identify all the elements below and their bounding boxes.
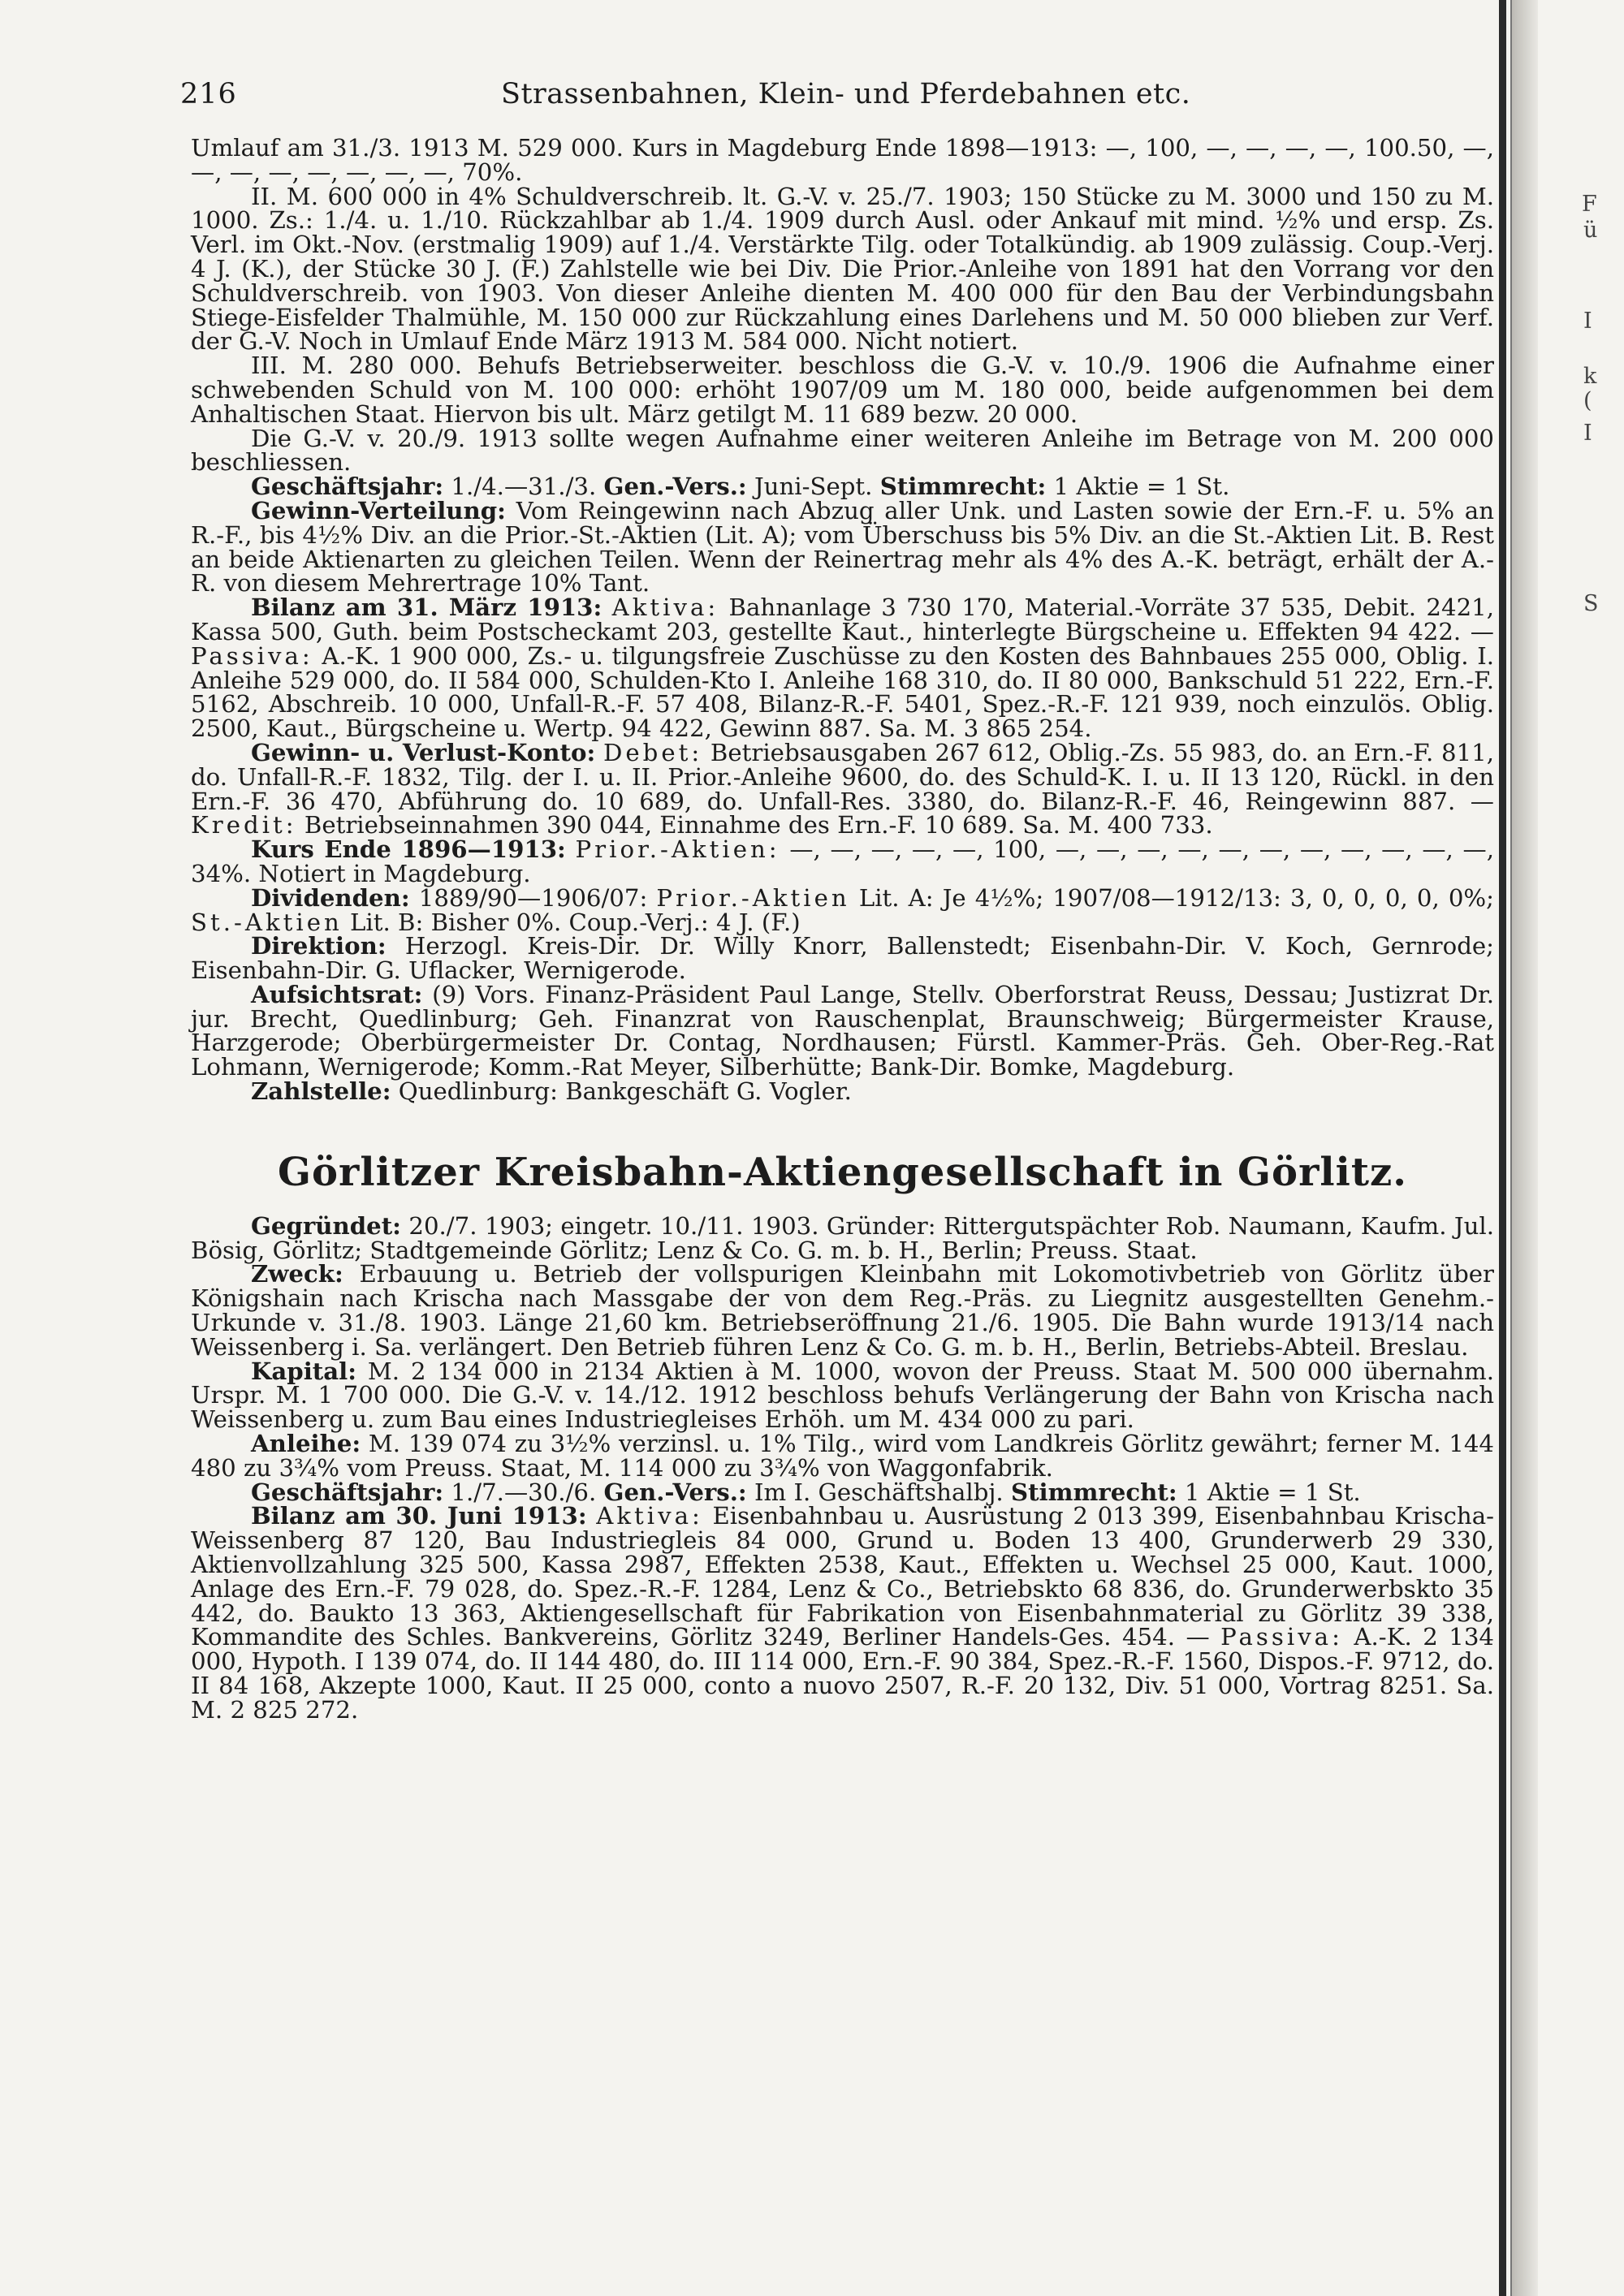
gewinn-verteilung-text: Vom Reingewinn nach Abzug aller Unk. und Lasten sowie der Ern.-F. u. 5% an R.-F., bis 4½% Div. an die Prior.-St.-Aktien (Lit. A); vom Überschuss bis 5% Div. an die St.-Aktien Lit. B. Rest an beide Aktienarten zu gleichen Teilen. Wenn der Reinertrag mehr als 4% des A.-K. beträgt, erhält der A.-R. von diesem Mehrertrage 10% Tant. [191,496,1494,598]
company-heading: Görlitzer Kreisbahn-Aktiengesellschaft in Görlitz. [278,1149,1407,1195]
adjacent-page-letter: k [1583,364,1597,389]
adjacent-page-letter: ( [1583,388,1592,413]
bilanz-label: Bilanz am 31. März 1913: [251,593,603,622]
dividenden-text-a: 1889/90—1906/07: [409,883,657,912]
gegruendet-label: Gegründet: [251,1211,401,1240]
bilanz-paragraph [191,593,1494,743]
adjacent-page-letter: F [1582,192,1597,217]
zweck-paragraph [191,1262,1494,1359]
stimmrecht-label: Stimmrecht: [879,473,1047,501]
passiva-label: Passiva: [191,641,313,670]
stimmrecht-value: 1 Aktie = 1 St. [1177,1478,1361,1506]
kapital-label: Kapital: [251,1357,357,1385]
zahlstelle-text: Quedlinburg: Bankgeschäft G. Vogler. [391,1077,852,1106]
st-aktien-label: St.-Aktien [191,908,343,936]
running-title: Strassenbahnen, Klein- und Pferdebahnen etc. [501,78,1191,110]
stimmrecht-label: Stimmrecht: [1010,1478,1177,1506]
dividenden-text-b: Lit. A: Je 4½%; 1907/08—1912/13: 3, 0, 0, 0, 0, 0%; [849,883,1494,912]
geschaeftsjahr-label: Geschäftsjahr: [251,1478,444,1506]
kredit-label: Kredit: [191,811,297,839]
adjacent-page-letter: S [1583,591,1599,616]
genvers-value: Im I. Geschäftshalbj. [746,1478,1011,1506]
anleihe-paragraph [191,1432,1494,1481]
stimmrecht-value: 1 Aktie = 1 St. [1046,473,1230,501]
genvers-label: Gen.-Vers.: [603,1478,747,1506]
geschaeftsjahr-value: 1./7.—30./6. [443,1478,604,1506]
geschaeftsjahr-paragraph [191,475,1494,499]
adjacent-page-letter: I [1583,309,1592,334]
kapital-paragraph [191,1357,1494,1434]
adjacent-page-edge [1512,0,1538,2296]
page-number: 216 [180,78,237,110]
bilanz-label: Bilanz am 30. Juni 1913: [251,1502,587,1530]
bilanz-aktiva-text: Bahnanlage 3 730 170, Material.-Vorräte 37 535, Debit. 2421, Kassa 500, Guth. beim Postscheckamt 203, gestellte Kaut., hinterlegte Bürgscheine u. Effekten 94 422. — [191,593,1494,645]
zahlstelle-label: Zahlstelle: [251,1077,391,1106]
kurs-paragraph [191,835,1494,887]
page-body [191,136,1494,1723]
aktiva-label: Aktiva: [596,1502,703,1530]
geschaeftsjahr-label: Geschäftsjahr: [251,473,444,501]
adjacent-page-letter: ü [1583,218,1598,243]
geschaeftsjahr-value: 1./4.—31./3. [443,473,604,501]
genvers-value: Juni-Sept. [746,473,880,501]
aufsichtsrat-text: (9) Vors. Finanz-Präsident Paul Lange, Stellv. Oberforstrat Reuss, Dessau; Justizrat Dr. jur. Brecht, Quedlinburg; Geh. Finanzrat von Rauschenplat, Braunschweig; Bürgermeister Krause, Harzgerode; Oberbürgermeister Dr. Contag, Nordhausen; Fürstl. Kammer-Präs. Geh. Ober-Reg.-Rat Lohmann, Wernigerode; Komm.-Rat Meyer, Silberhütte; Bank-Dir. Bomke, Magdeburg. [191,980,1494,1081]
genvers-label: Gen.-Vers.: [603,473,747,501]
zweck-label: Zweck: [251,1260,343,1288]
gv-paragraph: Die G.-V. v. 20./9. 1913 sollte wegen Aufnahme einer weiteren Anleihe im Betrage von M. 200 000 beschliessen. [191,424,1494,477]
dividenden-text-c: Lit. B: Bisher 0%. Coup.-Verj.: 4 J. (F.) [342,908,801,936]
aufsichtsrat-label: Aufsichtsrat: [251,980,423,1008]
geschaeftsjahr-paragraph-2 [191,1478,1494,1506]
bilanz-paragraph-2 [191,1504,1494,1722]
gewinn-verteilung-paragraph [191,496,1494,598]
aufsichtsrat-paragraph [191,980,1494,1081]
umlauf-paragraph: Umlauf am 31./3. 1913 M. 529 000. Kurs in Magdeburg Ende 1898—1913: —, 100, —, —, —, —, 100.50, —, —, —, —, —, —, —, —, 70%. [191,134,1494,186]
debet-label: Debet: [603,738,703,766]
bilanz-aktiva-text: Eisenbahnbau u. Ausrüstung 2 013 399, Eisenbahnbau Krischa-Weissenberg 87 120, Bau Industriegleis 84 000, Grund u. Boden 13 400, Grunderwerb 29 330, Aktienvollzahlung 325 500, Kassa 2987, Effekten 2538, Kaut., Effekten u. Wechsel 25 000, Kaut. 1000, Anlage des Ern.-F. 79 028, do. Spez.-R.-F. 1284, Lenz & Co., Betriebskto 68 836, do. Grunderwerbskto 35 442, do. Baukto 13 363, Aktiengesellschaft für Fabrikation von Eisenbahnmaterial zu Görlitz 39 338, Kommandite des Schles. Bankvereins, Görlitz 3249, Berliner Handels-Ges. 454. — [191,1502,1494,1651]
passiva-label: Passiva: [1220,1623,1343,1651]
gewinn-verteilung-label: Gewinn-Verteilung: [251,496,506,524]
adjacent-page-letter: I [1583,421,1592,446]
guv-label: Gewinn- u. Verlust-Konto: [251,738,596,766]
guv-debet-text: Betriebsausgaben 267 612, Oblig.-Zs. 55 983, do. an Ern.-F. 811, do. Unfall-R.-F. 1832, Tilg. der I. u. II. Prior.-Anleihe 9600, do. des Schuld-K. I. u. II 13 120, Rückl. in den Ern.-F. 36 470, Abführung do. 10 689, do. Unfall-Res. 3380, do. Bilanz-R.-F. 46, Reingewinn 887. — [191,738,1494,815]
kurs-label: Kurs Ende 1896—1913: [251,835,566,864]
direktion-label: Direktion: [251,932,387,960]
bilanz-passiva-text: A.-K. 2 134 000, Hypoth. I 139 074, do. II 144 480, do. III 114 000, Ern.-F. 90 384, Spez.-R.-F. 1560, Dispos.-F. 9712, do. II 84 168, Akzepte 1000, Kaut. II 25 000, conto a nuovo 2507, R.-F. 20 132, Div. 51 000, Vortrag 8251. Sa. M. 2 825 272. [191,1623,1495,1724]
dividenden-paragraph [191,883,1494,936]
gegruendet-text: 20./7. 1903; eingetr. 10./11. 1903. Gründer: Rittergutspächter Rob. Naumann, Kaufm. Jul. Bösig, Görlitz; Stadtgemeinde Görlitz; Lenz & Co. G. m. b. H., Berlin; Preuss. Staat. [191,1211,1494,1264]
dividenden-label: Dividenden: [251,883,410,912]
zweck-text: Erbauung u. Betrieb der vollspurigen Kleinbahn mit Lokomotivbetrieb von Görlitz über Königshain nach Krischa nach Massgabe der von dem Reg.-Präs. zu Liegnitz ausgestellten Genehm.-Urkunde v. 31./8. 1903. Länge 21,60 km. Betriebseröffnung 21./6. 1905. Die Bahn wurde 1913/14 nach Weissenberg i. Sa. verlängert. Den Betrieb führen Lenz & Co. G. m. b. H., Berlin, Betriebs-Abteil. Breslau. [191,1260,1494,1361]
zahlstelle-paragraph [191,1077,1494,1106]
anleihe-label: Anleihe: [251,1430,361,1458]
page-gutter-line [1499,0,1506,2296]
kapital-text: M. 2 134 000 in 2134 Aktien à M. 1000, wovon der Preuss. Staat M. 500 000 übernahm. Urspr. M. 1 700 000. Die G.-V. v. 14./12. 1912 beschloss behufs Verlängerung der Bahn von Krischa nach Weissenberg u. zum Bau eines Industriegleises Erhöh. um M. 434 000 zu pari. [191,1357,1494,1434]
guv-kredit-text: Betriebseinnahmen 390 044, Einnahme des Ern.-F. 10 689. Sa. M. 400 733. [296,811,1213,839]
anleihe-ii-paragraph: II. M. 600 000 in 4% Schuldverschreib. lt. G.-V. v. 25./7. 1903; 150 Stücke zu M. 3000 und 150 zu M. 1000. Zs.: 1./4. u. 1./10. Rückzahlbar ab 1./4. 1909 durch Ausl. oder Ankauf mit mind. ½% und ersp. Zs. Verl. im Okt.-Nov. (erstmalig 1909) auf 1./4. Verstärkte Tilg. oder Totalkündig. ab 1909 zulässig. Coup.-Verj. 4 J. (K.), der Stücke 30 J. (F.) Zahlstelle wie bei Div. Die Prior.-Anleihe von 1891 hat den Vorrang vor den Schuldverschreib. von 1903. Von dieser Anleihe dienten M. 400 000 für den Bau der Verbindungsbahn Stiege-Eisfelder Thalmühle, M. 150 000 zur Rückzahlung eines Darlehens und M. 50 000 blieben zur Verf. der G.-V. Noch in Umlauf Ende März 1913 M. 584 000. Nicht notiert. [191,182,1494,356]
prior-aktien-label: Prior.-Aktien [656,883,850,912]
kurs-text: —, —, —, —, —, 100, —, —, —, —, —, —, —, —, —, —, —, 34%. Notiert in Magdeburg. [191,835,1494,887]
direktion-paragraph [191,934,1494,983]
anleihe-text: M. 139 074 zu 3½% verzinsl. u. 1% Tilg., wird vom Landkreis Görlitz gewährt; ferner M. 144 480 zu 3¾% vom Preuss. Staat, M. 114 000 zu 3¾% von Waggonfabrik. [191,1430,1494,1482]
prior-aktien-label: Prior.-Aktien: [575,835,780,864]
bilanz-passiva-text: A.-K. 1 900 000, Zs.- u. tilgungsfreie Zuschüsse zu den Kosten des Bahnbaues 255 000, Oblig. I. Anleihe 529 000, do. II 584 000, Schulden-Kto I. Anleihe 168 310, do. II 80 000, Bankschuld 51 222, Ern.-F. 5162, Abschreib. 10 000, Unfall-R.-F. 57 408, Bilanz-R.-F. 5401, Spez.-R.-F. 121 939, noch einzulös. Oblig. 2500, Kaut., Bürgscheine u. Wertp. 94 422, Gewinn 887. Sa. M. 3 865 254. [191,641,1494,743]
anleihe-iii-paragraph: III. M. 280 000. Behufs Betriebserweiter. beschloss die G.-V. v. 10./9. 1906 die Aufnahme einer schwebenden Schuld von M. 100 000: erhöht 1907/09 um M. 180 000, beide aufgenommen bei dem Anhaltischen Staat. Hiervon bis ult. März getilgt M. 11 689 bezw. 20 000. [191,352,1494,428]
gegruendet-paragraph [191,1211,1494,1264]
guv-paragraph [191,738,1494,839]
aktiva-label: Aktiva: [611,593,719,622]
direktion-text: Herzogl. Kreis-Dir. Dr. Willy Knorr, Ballenstedt; Eisenbahn-Dir. V. Koch, Gernrode; Eisenbahn-Dir. G. Uflacker, Wernigerode. [191,932,1494,985]
